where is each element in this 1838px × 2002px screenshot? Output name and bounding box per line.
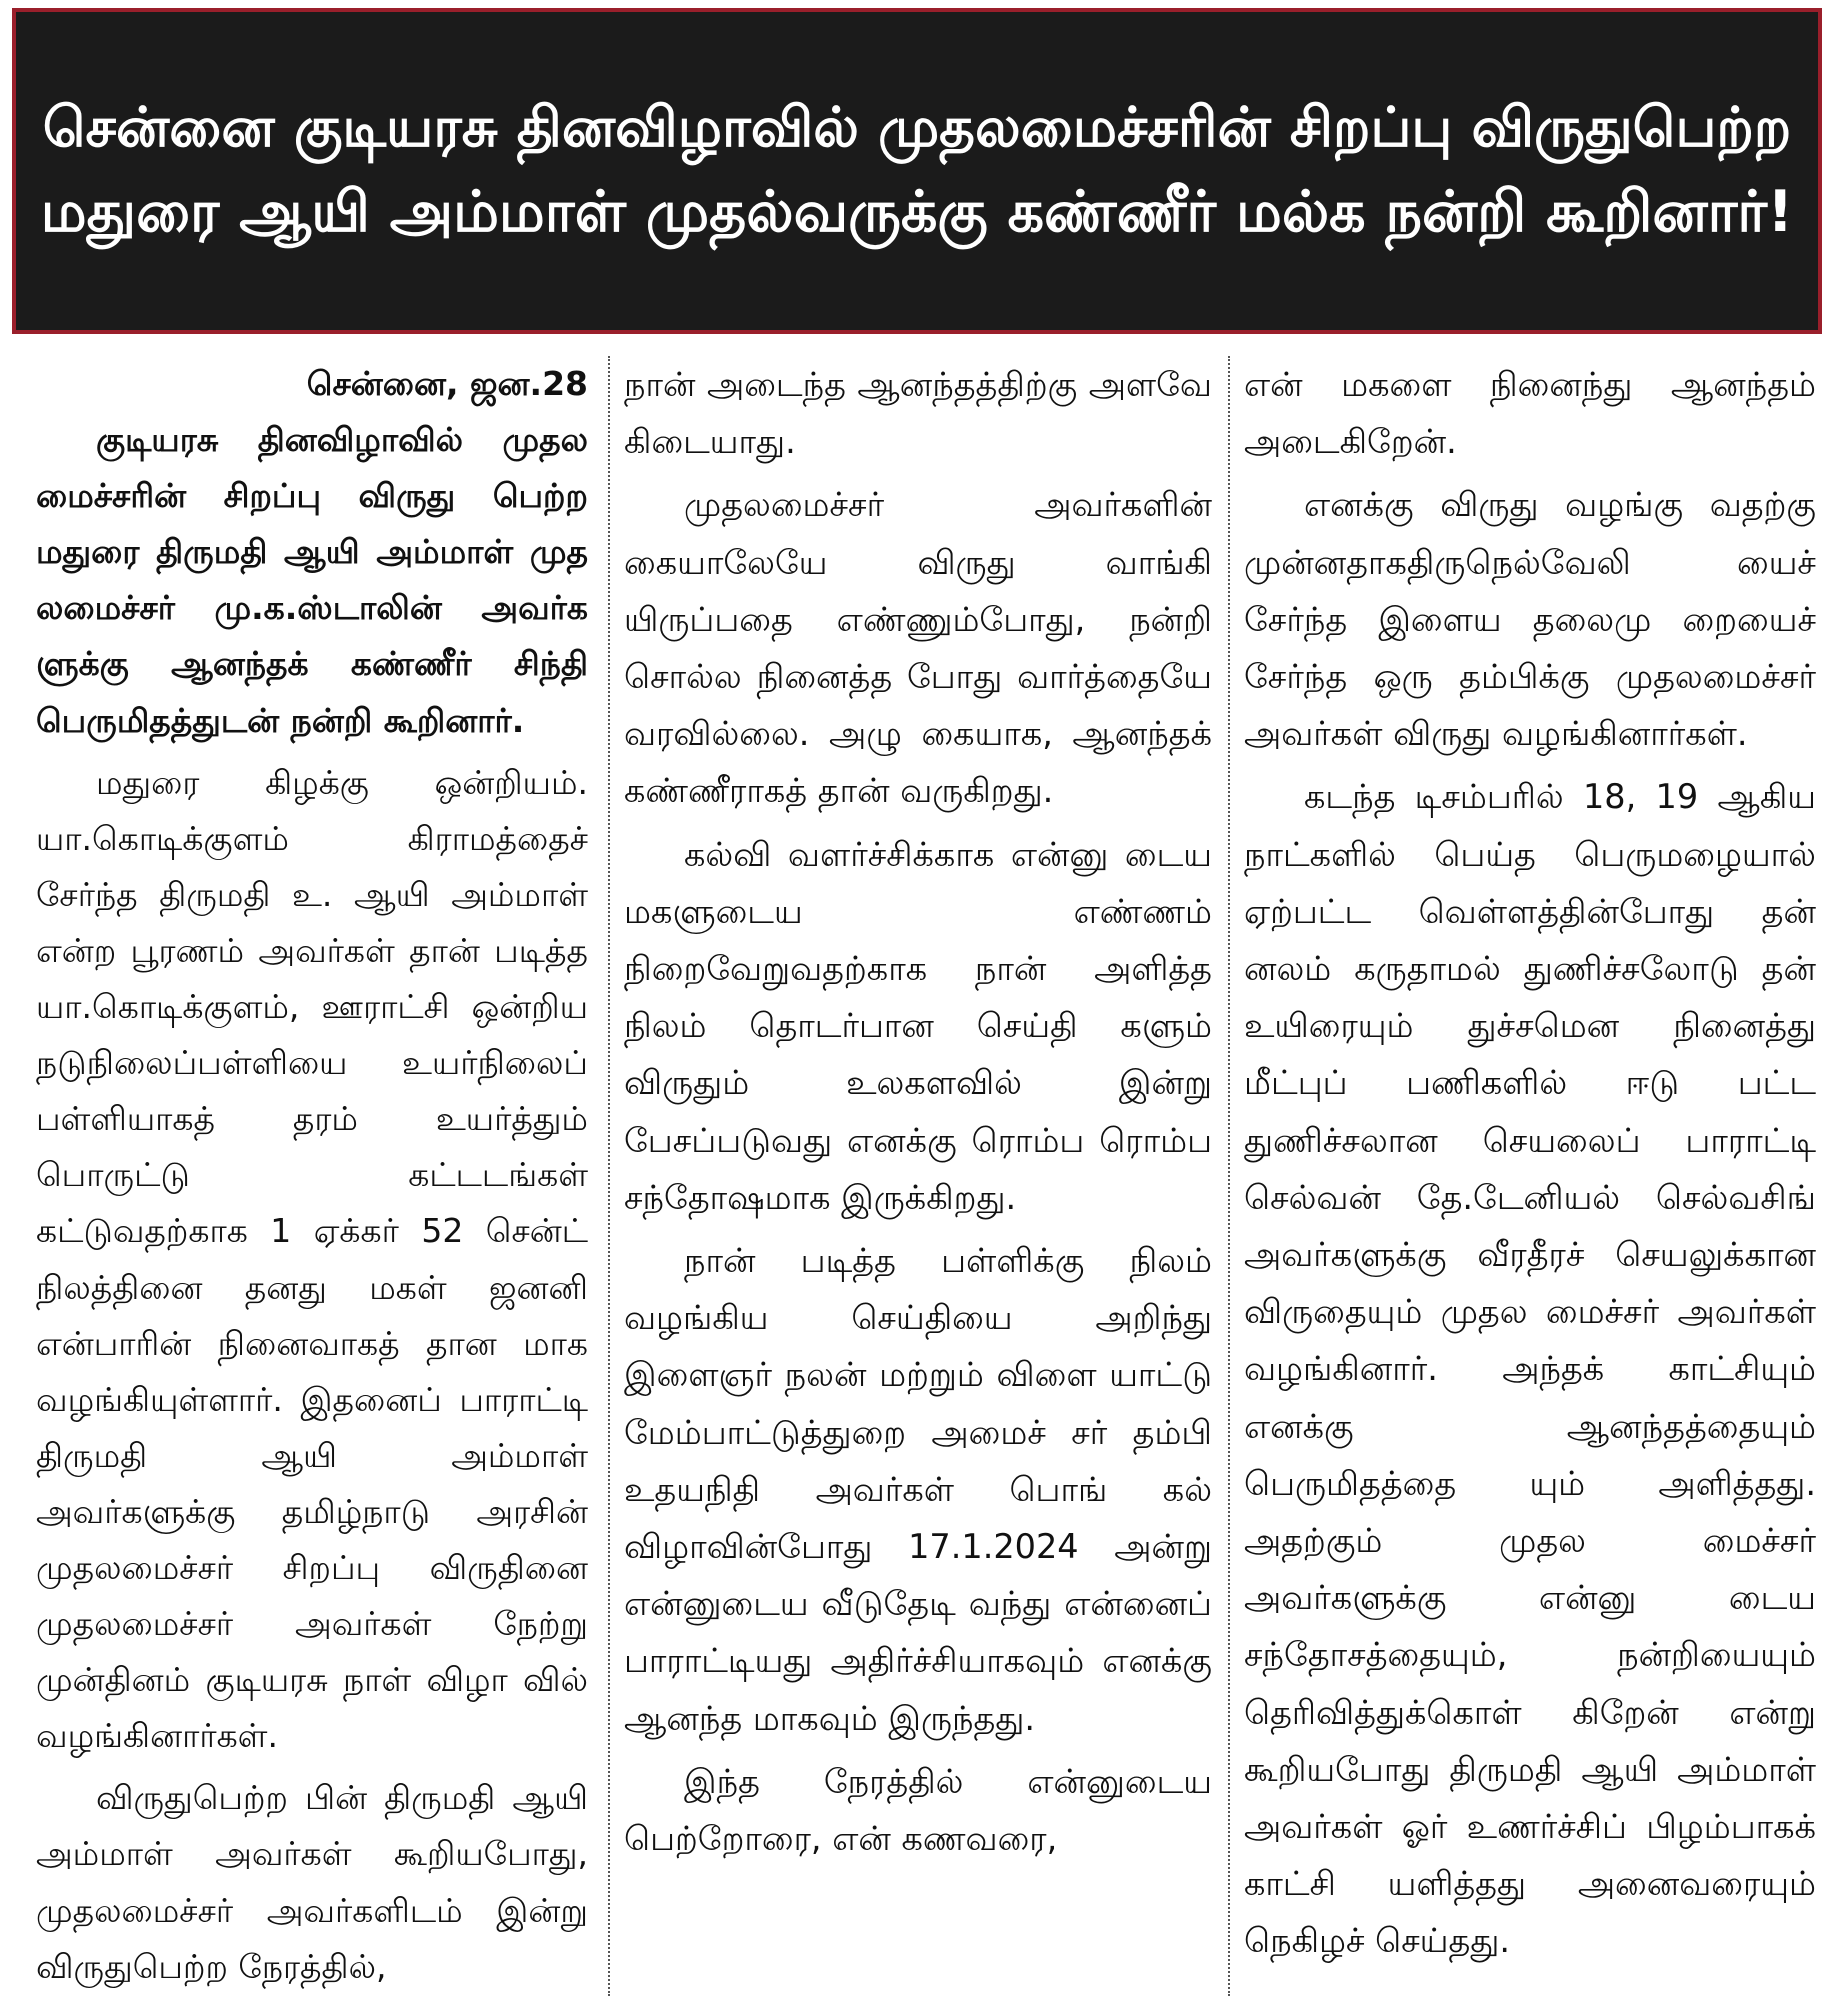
column-divider: [1228, 356, 1230, 1996]
column-divider: [608, 356, 610, 1996]
paragraph: நான் படித்த பள்ளிக்கு நிலம் வழங்கிய செய்தியை அறிந்து இளைஞர் நலன் மற்றும் விளை யாட்டு மேம்பாட்டுத்துறை அமைச் சர் தம்பி உதயநிதி அவர்கள் பொங் கல் விழாவின்போது 17.1.2024 அன்று என்னுடைய வீடுதேடி வந்து என்னைப் பாராட்டியது அதிர்ச்சியாகவும் எனக்கு ஆனந்த மாகவும் இருந்தது.: [624, 1241, 1212, 1738]
column-2: [624, 356, 1212, 1996]
column-1: [36, 356, 588, 1996]
article-body: [0, 356, 1838, 1996]
paragraph: விருதுபெற்ற பின் திருமதி ஆயி அம்மாள் அவர்கள் கூறியபோது, முதலமைச்சர் அவர்களிடம் இன்று விருதுபெற்ற நேரத்தில்,: [36, 1778, 588, 1986]
paragraph: கல்வி வளர்ச்சிக்காக என்னு டைய மகளுடைய எண்ணம் நிறைவேறுவதற்காக நான் அளித்த நிலம் தொடர்பான செய்தி களும் விருதும் உலகளவில் இன்று பேசப்படுவது எனக்கு ரொம்ப ரொம்ப சந்தோஷமாக இருக்கிறது.: [624, 834, 1212, 1217]
paragraph: எனக்கு விருது வழங்கு வதற்கு முன்னதாகதிருநெல்வேலி யைச் சேர்ந்த இளைய தலைமு றையைச் சேர்ந்த ஒரு தம்பிக்கு முதலமைச்சர் அவர்கள் விருது வழங்கினார்கள்.: [1244, 485, 1816, 754]
lead-paragraph: குடியரசு தினவிழாவில் முதல மைச்சரின் சிறப்பு விருது பெற்ற மதுரை திருமதி ஆயி அம்மாள் முத லமைச்சர் மு.க.ஸ்டாலின் அவர்க ளுக்கு ஆனந்தக் கண்ணீர் சிந்தி பெருமிதத்துடன் நன்றி கூறினார்.: [36, 420, 588, 740]
paragraph: முதலமைச்சர் அவர்களின் கையாலேயே விருது வாங்கி யிருப்பதை எண்ணும்போது, நன்றி சொல்ல நினைத்த போது வார்த்தையே வரவில்லை. அழு கையாக, ஆனந்தக் கண்ணீராகத் தான் வருகிறது.: [624, 485, 1212, 811]
paragraph: இந்த நேரத்தில் என்னுடைய பெற்றோரை, என் கணவரை,: [624, 1761, 1212, 1859]
dateline: சென்னை, ஜன.28: [306, 364, 588, 403]
paragraph: கடந்த டிசம்பரில் 18, 19 ஆகிய நாட்களில் பெய்த பெருமழையால் ஏற்பட்ட வெள்ளத்தின்போது தன் னலம் கருதாமல் துணிச்சலோடு தன் உயிரையும் துச்சமென நினைத்து மீட்புப் பணிகளில் ஈடு பட்ட துணிச்சலான செயலைப் பாராட்டி செல்வன் தே.டேனியல் செல்வசிங் அவர்களுக்கு வீரதீரச் செயலுக்கான விருதையும் முதல மைச்சர் அவர்கள் வழங்கினார். அந்தக் காட்சியும் எனக்கு ஆனந்தத்தையும் பெருமிதத்தை யும் அளித்தது. அதற்கும் முதல மைச்சர் அவர்களுக்கு என்னு டைய சந்தோசத்தையும், நன்றியையும் தெரிவித்துக்கொள் கிறேன் என்று கூறியபோது திருமதி ஆயி அம்மாள் அவர்கள் ஓர் உணர்ச்சிப் பிழம்பாகக் காட்சி யளித்தது அனைவரையும் நெகிழச் செய்தது.: [1244, 777, 1816, 1961]
headline-line-1: சென்னை குடியரசு தினவிழாவில் முதலமைச்சரின் சிறப்பு விருதுபெற்ற: [42, 95, 1792, 160]
paragraph: மதுரை கிழக்கு ஒன்றியம். யா.கொடிக்குளம் கிராமத்தைச் சேர்ந்த திருமதி உ. ஆயி அம்மாள் என்ற பூரணம் அவர்கள் தான் படித்த யா.கொடிக்குளம், ஊராட்சி ஒன்றிய நடுநிலைப்பள்ளியை உயர்நிலைப் பள்ளியாகத் தரம் உயர்த்தும் பொருட்டு கட்டடங்கள் கட்டுவதற்காக 1 ஏக்கர் 52 சென்ட் நிலத்தினை தனது மகள் ஜனனி என்பாரின் நினைவாகத் தான மாக வழங்கியுள்ளார். இதனைப் பாராட்டி திருமதி ஆயி அம்மாள் அவர்களுக்கு தமிழ்நாடு அரசின் முதலமைச்சர் சிறப்பு விருதினை முதலமைச்சர் அவர்கள் நேற்று முன்தினம் குடியரசு நாள் விழா வில் வழங்கினார்கள்.: [36, 762, 588, 1756]
paragraph: என் மகளை நினைந்து ஆனந்தம் அடைகிறேன்.: [1244, 365, 1816, 462]
column-3: [1244, 356, 1816, 1996]
paragraph: நான் அடைந்த ஆனந்தத்திற்கு அளவே கிடையாது.: [624, 365, 1212, 462]
headline-line-2: மதுரை ஆயி அம்மாள் முதல்வருக்கு கண்ணீர் மல்க நன்றி கூறினார்!: [40, 178, 1794, 245]
headline-banner: [12, 8, 1822, 334]
